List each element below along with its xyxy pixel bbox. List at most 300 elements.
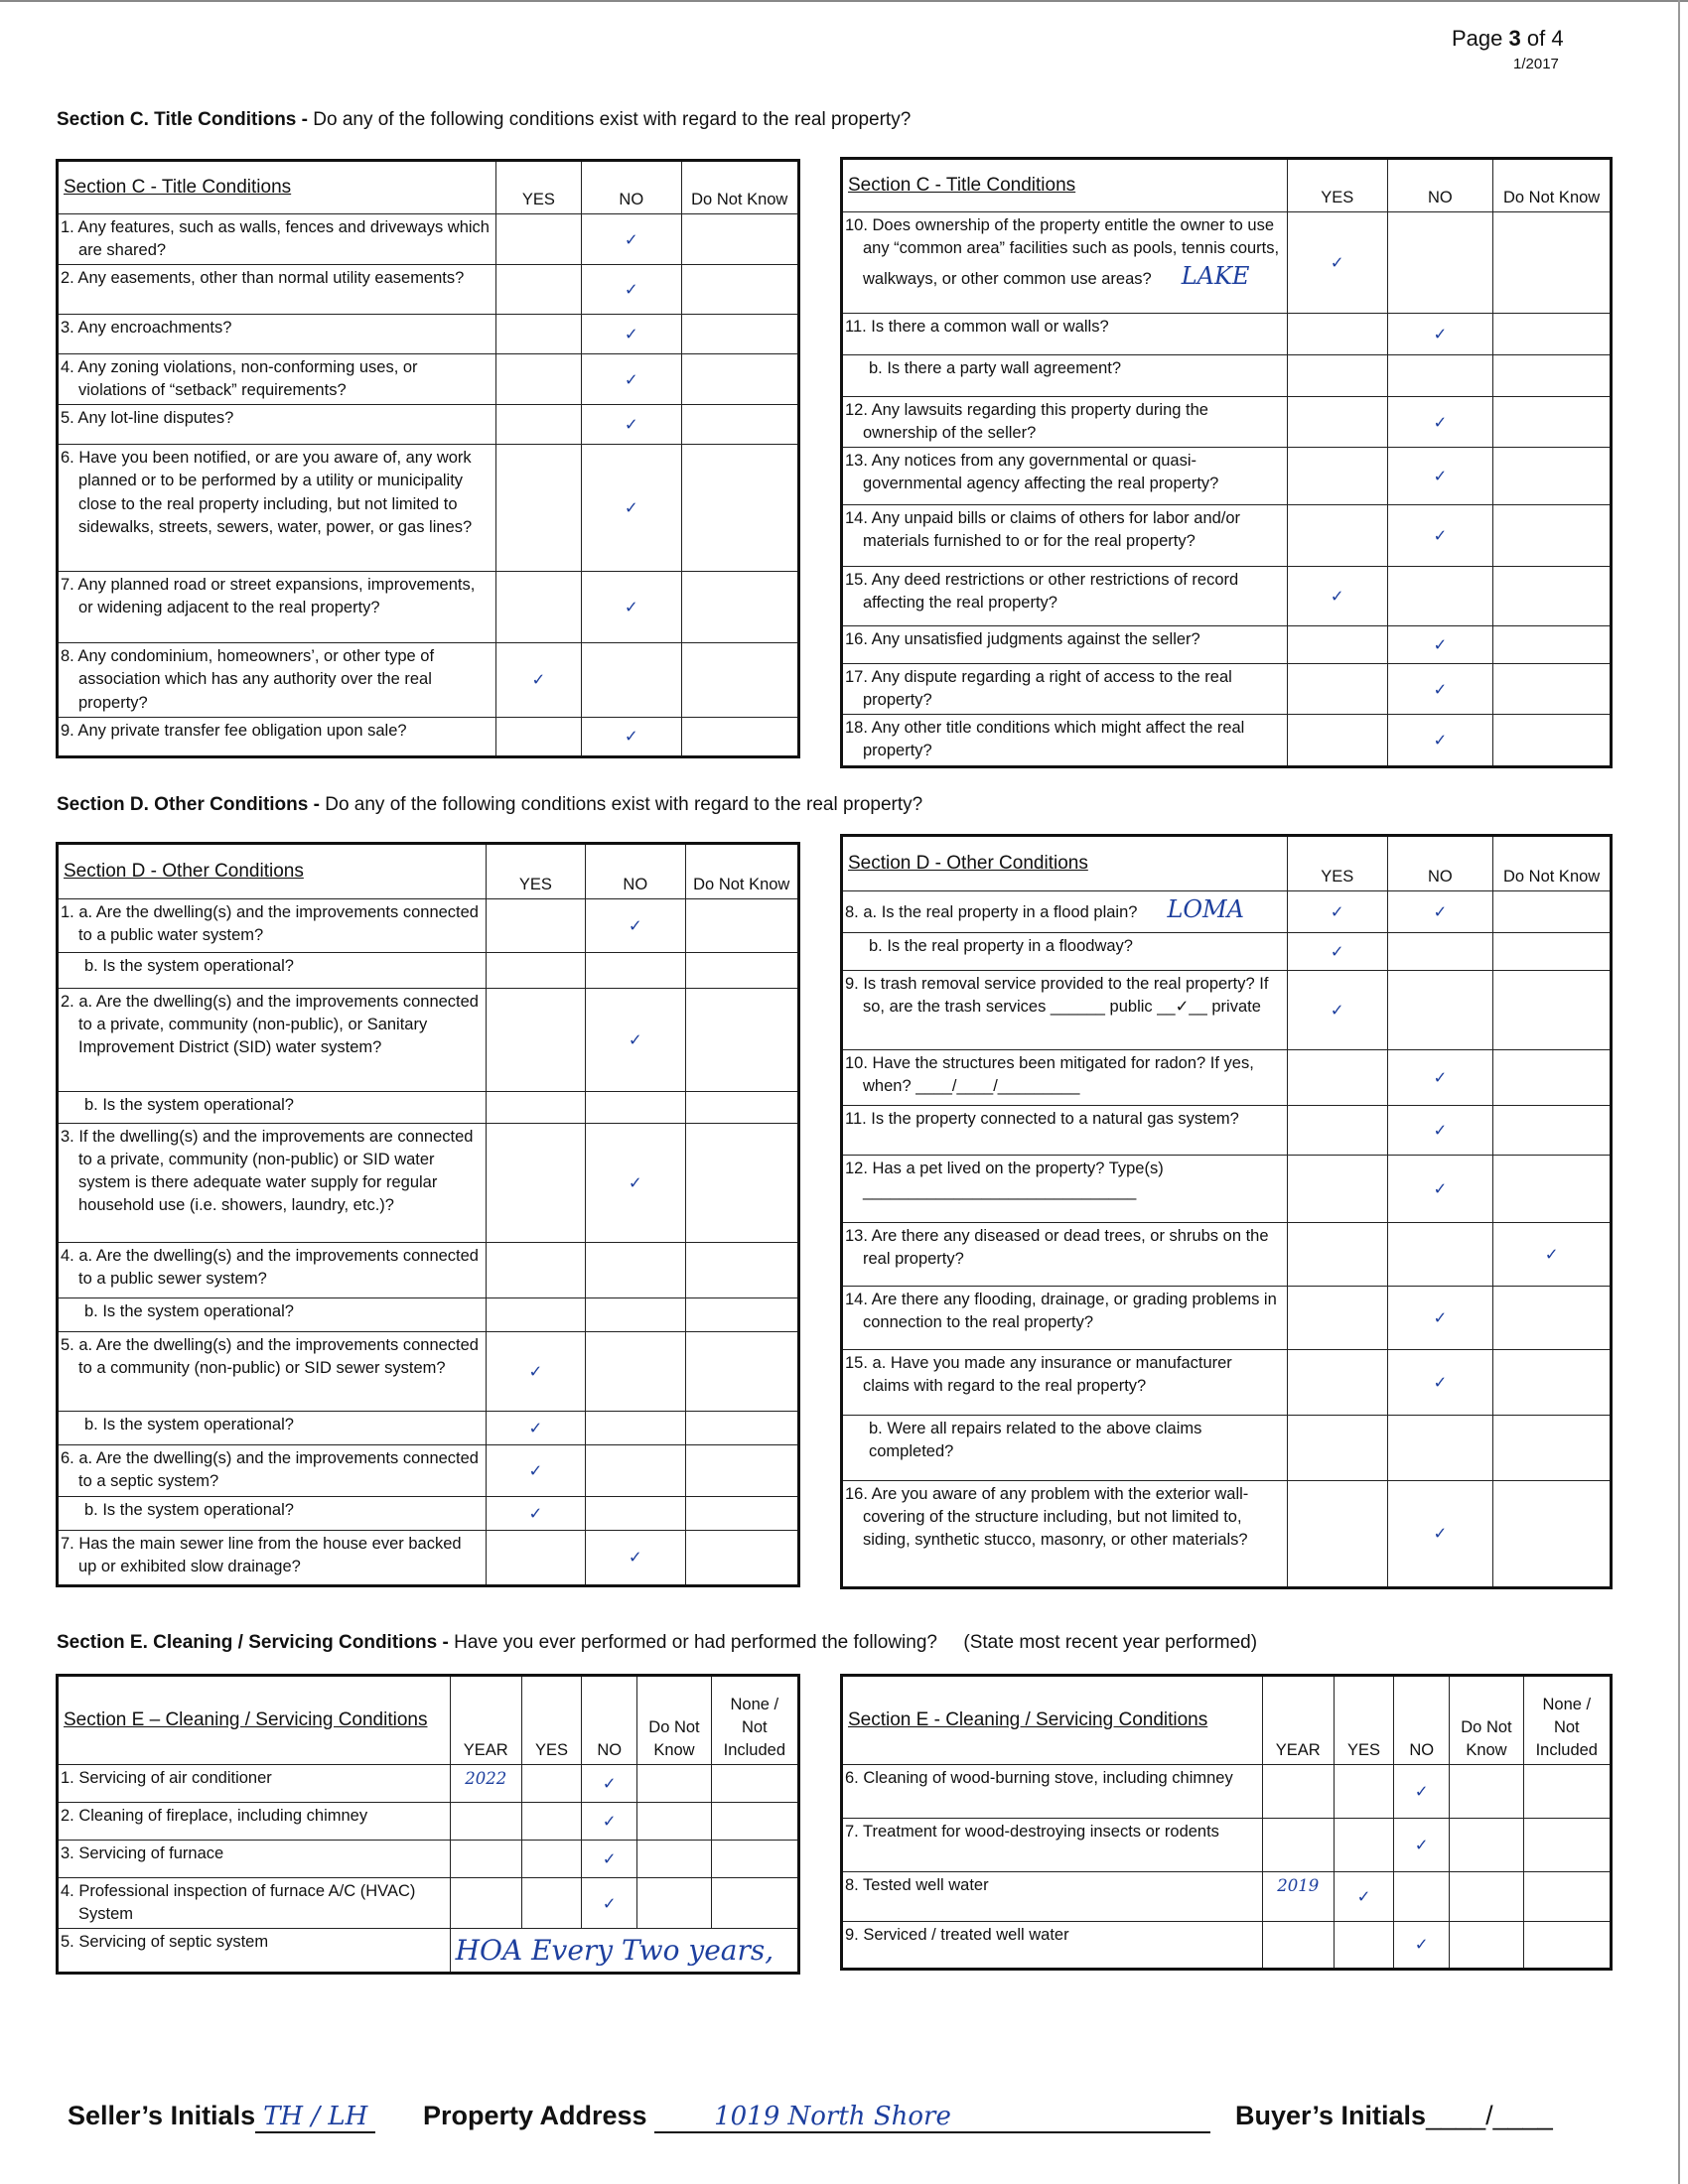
check-cell-yes[interactable] [486, 899, 585, 953]
check-cell-no[interactable]: ✓ [586, 1124, 685, 1243]
question-text [58, 214, 496, 265]
check-cell-none[interactable] [1523, 1819, 1611, 1872]
question-text [58, 445, 496, 572]
check-cell-yes[interactable] [1287, 448, 1387, 505]
question-row [58, 953, 799, 989]
check-cell-no[interactable]: ✓ [582, 1878, 637, 1929]
question-label: 10. Have the structures been mitigated for radon? If yes, when? ____/____/_________ [845, 1054, 1254, 1096]
check-cell-yes[interactable]: ✓ [486, 1332, 585, 1412]
check-cell-dnk[interactable] [1493, 567, 1612, 626]
check-cell-no[interactable] [586, 1497, 685, 1531]
year-cell[interactable] [450, 1841, 521, 1878]
check-cell-dnk[interactable] [685, 1531, 799, 1586]
check-cell-no[interactable]: ✓ [1387, 1350, 1493, 1416]
question-label: b. Is the system operational? [84, 1096, 294, 1114]
check-cell-dnk[interactable] [1493, 1416, 1612, 1481]
question-text [58, 405, 496, 445]
check-cell-dnk[interactable] [1493, 1481, 1612, 1588]
col-yes: YES [495, 161, 581, 214]
check-cell-none[interactable] [1523, 1922, 1611, 1970]
question-row [58, 265, 799, 315]
check-cell-no[interactable] [1394, 1872, 1450, 1922]
question-text [842, 448, 1288, 505]
question-row [842, 314, 1612, 355]
check-cell-yes[interactable] [1287, 1223, 1387, 1287]
check-cell-yes[interactable] [521, 1878, 581, 1929]
question-text [842, 1416, 1288, 1481]
check-cell-yes[interactable] [486, 1298, 585, 1332]
check-cell-dnk[interactable] [685, 899, 799, 953]
check-cell-no[interactable]: ✓ [1387, 1287, 1493, 1350]
check-cell-yes[interactable]: ✓ [1334, 1872, 1393, 1922]
year-cell[interactable]: 2022 [450, 1765, 521, 1803]
question-text [842, 891, 1288, 933]
check-cell-dnk[interactable] [1493, 397, 1612, 448]
check-cell-yes[interactable] [1334, 1922, 1393, 1970]
check-cell-dnk[interactable] [685, 1298, 799, 1332]
revision-date: 1/2017 [1513, 56, 1559, 72]
check-cell-dnk[interactable] [681, 315, 799, 354]
check-cell-dnk[interactable] [1493, 314, 1612, 355]
check-cell-yes[interactable] [1287, 1287, 1387, 1350]
check-cell-dnk[interactable] [1493, 1106, 1612, 1156]
check-cell-no[interactable]: ✓ [586, 989, 685, 1092]
check-cell-yes[interactable] [521, 1803, 581, 1841]
question-label: 6. a. Are the dwelling(s) and the improvements connected to a septic system? [61, 1449, 479, 1491]
question-text [842, 397, 1288, 448]
check-cell-dnk[interactable] [685, 1092, 799, 1124]
question-text [842, 1350, 1288, 1416]
check-cell-no[interactable] [1387, 567, 1493, 626]
check-cell-no[interactable] [582, 643, 681, 717]
check-cell-no[interactable]: ✓ [586, 899, 685, 953]
check-cell-no[interactable]: ✓ [1387, 664, 1493, 715]
question-text [58, 1412, 487, 1445]
question-label: 17. Any dispute regarding a right of access to the real property? [845, 668, 1232, 710]
table-title: Section D - Other Conditions [842, 836, 1288, 891]
question-row [58, 214, 799, 265]
check-cell-no[interactable] [586, 1298, 685, 1332]
question-row [58, 643, 799, 717]
check-cell-no[interactable]: ✓ [582, 354, 681, 405]
question-label: 18. Any other title conditions which might affect the real property? [845, 719, 1245, 760]
check-cell-dnk[interactable] [1493, 933, 1612, 971]
check-cell-yes[interactable] [1287, 626, 1387, 664]
check-cell-no[interactable]: ✓ [582, 1765, 637, 1803]
question-label: 11. Is the property connected to a natural gas system? [845, 1110, 1239, 1128]
check-cell-none[interactable] [711, 1841, 798, 1878]
check-cell-yes[interactable] [495, 214, 581, 265]
check-cell-yes[interactable] [1334, 1819, 1393, 1872]
check-cell-dnk[interactable] [1493, 1050, 1612, 1106]
check-cell-no[interactable]: ✓ [1387, 715, 1493, 766]
check-cell-yes[interactable] [486, 989, 585, 1092]
question-row [842, 664, 1612, 715]
check-cell-none[interactable] [1523, 1872, 1611, 1922]
check-cell-no[interactable] [586, 1243, 685, 1298]
check-cell-no[interactable]: ✓ [1387, 1156, 1493, 1223]
question-label: 8. Tested well water [845, 1876, 989, 1894]
check-cell-no[interactable] [1387, 971, 1493, 1050]
check-cell-dnk[interactable] [1493, 664, 1612, 715]
check-cell-yes[interactable] [486, 953, 585, 989]
check-cell-yes[interactable]: ✓ [1287, 971, 1387, 1050]
check-cell-yes[interactable] [495, 354, 581, 405]
question-label: 1. Servicing of air conditioner [61, 1769, 272, 1787]
question-row [58, 572, 799, 643]
check-cell-dnk[interactable] [685, 953, 799, 989]
question-row [842, 448, 1612, 505]
check-cell-no[interactable]: ✓ [1387, 448, 1493, 505]
question-text [58, 1841, 451, 1878]
check-cell-no[interactable]: ✓ [1394, 1765, 1450, 1819]
check-cell-yes[interactable]: ✓ [1287, 933, 1387, 971]
question-row [58, 1841, 799, 1878]
check-cell-dnk[interactable] [1493, 891, 1612, 933]
section-e-left-table [56, 1674, 800, 1975]
question-row [842, 505, 1612, 567]
check-cell-no[interactable] [586, 1092, 685, 1124]
check-cell-yes[interactable] [495, 265, 581, 315]
check-cell-dnk[interactable]: ✓ [1493, 1223, 1612, 1287]
check-cell-dnk[interactable] [681, 265, 799, 315]
check-cell-no[interactable] [586, 953, 685, 989]
question-row [842, 1765, 1612, 1819]
check-cell-dnk[interactable] [685, 989, 799, 1092]
question-row [842, 933, 1612, 971]
check-cell-none[interactable] [711, 1803, 798, 1841]
table-title: Section D - Other Conditions [58, 844, 487, 899]
check-cell-yes[interactable]: ✓ [1287, 891, 1387, 933]
col-no: NO [582, 1676, 637, 1765]
check-cell-dnk[interactable] [685, 1332, 799, 1412]
question-label: 1. a. Are the dwelling(s) and the improvements connected to a public water system? [61, 903, 479, 945]
question-text [58, 1531, 487, 1586]
check-cell-yes[interactable] [495, 405, 581, 445]
buyer-initials: Buyer’s Initials____/____ [1235, 2101, 1553, 2130]
question-label: b. Is the system operational? [84, 1501, 294, 1519]
check-cell-yes[interactable]: ✓ [486, 1412, 585, 1445]
question-label: 16. Are you aware of any problem with the exterior wall-covering of the structure including, but not limited to, siding, synthetic stucco, masonry, or other materials? [845, 1485, 1249, 1550]
question-row [58, 989, 799, 1092]
check-cell-dnk[interactable] [1493, 355, 1612, 397]
table-title: Section C - Title Conditions [58, 161, 496, 214]
question-text [58, 1803, 451, 1841]
question-label: 5. Servicing of septic system [61, 1933, 269, 1952]
property-address: Property Address 1019 North Shore [423, 2101, 1210, 2133]
check-cell-dnk[interactable] [685, 1445, 799, 1497]
question-label: 1. Any features, such as walls, fences and driveways which are shared? [61, 218, 490, 260]
question-text [842, 355, 1288, 397]
check-cell-yes[interactable] [1287, 1156, 1387, 1223]
question-row [58, 1497, 799, 1531]
col-dnk: Do Not Know [1450, 1676, 1523, 1765]
check-cell-yes[interactable] [486, 1243, 585, 1298]
check-cell-yes[interactable] [495, 315, 581, 354]
year-cell[interactable] [1262, 1922, 1334, 1970]
question-label: 2. Any easements, other than normal utility easements? [61, 269, 465, 288]
check-cell-no[interactable] [1387, 933, 1493, 971]
year-cell[interactable]: 2019 [1262, 1872, 1334, 1922]
check-cell-no[interactable]: ✓ [1394, 1819, 1450, 1872]
question-label: 12. Any lawsuits regarding this property during the ownership of the seller? [845, 401, 1208, 443]
question-label: 16. Any unsatisfied judgments against the seller? [845, 630, 1200, 649]
question-row [58, 1332, 799, 1412]
check-cell-yes[interactable] [486, 1092, 585, 1124]
check-cell-dnk[interactable] [681, 717, 799, 756]
check-cell-no[interactable]: ✓ [1387, 397, 1493, 448]
check-cell-dnk[interactable] [1493, 448, 1612, 505]
question-row [58, 405, 799, 445]
check-cell-no[interactable] [1387, 1223, 1493, 1287]
check-cell-no[interactable]: ✓ [1387, 1050, 1493, 1106]
section-c-heading: Section C. Title Conditions - Do any of the following conditions exist with regard to the real property? [57, 109, 912, 130]
question-text [58, 1243, 487, 1298]
question-label: 8. Any condominium, homeowners’, or other type of association which has any authority over the real property? [61, 647, 435, 712]
check-cell-no[interactable]: ✓ [1387, 505, 1493, 567]
check-cell-yes[interactable] [495, 717, 581, 756]
question-label: 6. Have you been notified, or are you aware of, any work planned or to be performed by a utility or municipality close to the real property including, but not limited to sidewalks, streets, sewers, water, power, or gas lines? [61, 449, 473, 536]
check-cell-dnk[interactable] [1493, 715, 1612, 766]
question-label: 7. Has the main sewer line from the house ever backed up or exhibited slow drainage? [61, 1535, 462, 1576]
col-none: None / Not Included [1523, 1676, 1611, 1765]
section-c-right-table [840, 157, 1613, 768]
col-dnk: Do Not Know [685, 844, 799, 899]
handwritten-note: LOMA [1167, 895, 1244, 923]
check-cell-yes[interactable] [1287, 505, 1387, 567]
check-cell-no[interactable]: ✓ [582, 265, 681, 315]
check-cell-no[interactable]: ✓ [582, 445, 681, 572]
check-cell-no[interactable]: ✓ [1387, 1106, 1493, 1156]
check-cell-no[interactable]: ✓ [1387, 626, 1493, 664]
question-row [58, 445, 799, 572]
col-no: NO [1387, 159, 1493, 212]
question-label: b. Were all repairs related to the above claims completed? [869, 1420, 1202, 1461]
question-row [58, 1531, 799, 1586]
check-cell-none[interactable] [711, 1878, 798, 1929]
check-cell-dnk[interactable] [685, 1412, 799, 1445]
check-cell-none[interactable] [1523, 1765, 1611, 1819]
question-label: 8. a. Is the real property in a flood plain? [845, 903, 1138, 921]
check-cell-dnk[interactable] [637, 1841, 711, 1878]
check-cell-no[interactable] [1387, 212, 1493, 314]
question-label: 13. Are there any diseased or dead trees, or shrubs on the real property? [845, 1227, 1269, 1269]
question-row [58, 1412, 799, 1445]
col-yes: YES [1287, 836, 1387, 891]
question-label: 14. Any unpaid bills or claims of others for labor and/or materials furnished to or for the real property? [845, 509, 1241, 551]
col-dnk: Do Not Know [1493, 159, 1612, 212]
question-label: 3. Any encroachments? [61, 319, 232, 338]
check-cell-no[interactable]: ✓ [582, 717, 681, 756]
check-cell-dnk[interactable] [681, 643, 799, 717]
question-row [58, 1929, 799, 1974]
col-yes: YES [521, 1676, 581, 1765]
check-cell-no[interactable]: ✓ [582, 572, 681, 643]
section-c-left-table [56, 159, 800, 758]
question-label: 15. a. Have you made any insurance or manufacturer claims with regard to the real property? [845, 1354, 1232, 1396]
year-cell[interactable] [450, 1803, 521, 1841]
check-cell-dnk[interactable] [685, 1124, 799, 1243]
check-cell-yes[interactable] [495, 572, 581, 643]
check-cell-yes[interactable] [1287, 1481, 1387, 1588]
question-row [842, 1416, 1612, 1481]
question-row [58, 354, 799, 405]
check-cell-dnk[interactable] [1450, 1765, 1523, 1819]
question-label: 14. Are there any flooding, drainage, or grading problems in connection to the real property? [845, 1291, 1277, 1332]
check-cell-yes[interactable] [1287, 1350, 1387, 1416]
check-cell-dnk[interactable] [1493, 212, 1612, 314]
question-label: 2. a. Are the dwelling(s) and the improvements connected to a private, community (non-public), or Sanitary Improvement District (SID) water system? [61, 993, 479, 1057]
question-text [842, 1223, 1288, 1287]
question-label: 15. Any deed restrictions or other restrictions of record affecting the real property? [845, 571, 1239, 613]
question-label: 12. Has a pet lived on the property? Type(s) ______________________________ [845, 1160, 1164, 1201]
check-cell-yes[interactable] [521, 1841, 581, 1878]
question-label: 9. Is trash removal service provided to the real property? If so, are the trash services ______ public __✓__ private [845, 975, 1269, 1017]
seller-initials-value: TH / LH [255, 2102, 375, 2133]
question-text [58, 1092, 487, 1124]
check-cell-dnk[interactable] [681, 354, 799, 405]
check-cell-dnk[interactable] [681, 445, 799, 572]
check-cell-yes[interactable] [1287, 1106, 1387, 1156]
check-cell-no[interactable] [586, 1445, 685, 1497]
top-border [0, 0, 1688, 2]
question-row [842, 212, 1612, 314]
question-label: b. Is the system operational? [84, 1416, 294, 1433]
col-year: YEAR [450, 1676, 521, 1765]
check-cell-yes[interactable] [1287, 715, 1387, 766]
check-cell-no[interactable]: ✓ [1387, 314, 1493, 355]
question-text [58, 899, 487, 953]
check-cell-dnk[interactable] [1493, 505, 1612, 567]
check-cell-no[interactable]: ✓ [1387, 1481, 1493, 1588]
question-text [58, 1497, 487, 1531]
year-cell[interactable] [1262, 1765, 1334, 1819]
check-cell-no[interactable]: ✓ [582, 214, 681, 265]
question-label: b. Is there a party wall agreement? [869, 359, 1122, 377]
check-cell-no[interactable]: ✓ [1387, 891, 1493, 933]
buyer-initials-value: ____/____ [1426, 2101, 1553, 2130]
table-title: Section E - Cleaning / Servicing Conditions [842, 1676, 1263, 1765]
check-cell-none[interactable] [711, 1765, 798, 1803]
check-cell-yes[interactable] [521, 1765, 581, 1803]
check-cell-no[interactable] [1387, 1416, 1493, 1481]
check-cell-dnk[interactable] [637, 1765, 711, 1803]
question-text [58, 989, 487, 1092]
question-row [58, 1298, 799, 1332]
check-cell-no[interactable]: ✓ [582, 315, 681, 354]
question-row [842, 1922, 1612, 1970]
check-cell-no[interactable]: ✓ [582, 405, 681, 445]
check-cell-yes[interactable]: ✓ [486, 1497, 585, 1531]
question-row [842, 715, 1612, 766]
question-text [842, 1922, 1263, 1970]
check-cell-no[interactable]: ✓ [582, 1803, 637, 1841]
question-label: 13. Any notices from any governmental or quasi-governmental agency affecting the real property? [845, 452, 1219, 493]
question-row [58, 1092, 799, 1124]
check-cell-no[interactable] [586, 1412, 685, 1445]
question-label: 10. Does ownership of the property entitle the owner to use any “common area” facilities such as pools, tennis courts, walkways, or other common use areas? [845, 216, 1280, 289]
check-cell-dnk[interactable] [1493, 1350, 1612, 1416]
check-cell-dnk[interactable] [1493, 626, 1612, 664]
question-text [58, 717, 496, 756]
check-cell-dnk[interactable] [681, 214, 799, 265]
check-cell-yes[interactable] [486, 1531, 585, 1586]
check-cell-yes[interactable]: ✓ [1287, 567, 1387, 626]
check-cell-yes[interactable] [1287, 397, 1387, 448]
check-cell-yes[interactable] [1287, 355, 1387, 397]
table-title: Section E – Cleaning / Servicing Conditions [58, 1676, 451, 1765]
year-cell[interactable] [450, 1878, 521, 1929]
check-cell-dnk[interactable] [1450, 1922, 1523, 1970]
year-cell[interactable] [1262, 1819, 1334, 1872]
check-cell-dnk[interactable] [685, 1497, 799, 1531]
question-text [842, 1765, 1263, 1819]
col-none: None / Not Included [711, 1676, 798, 1765]
check-cell-no[interactable] [586, 1332, 685, 1412]
question-text [842, 933, 1288, 971]
check-cell-dnk[interactable] [1493, 1287, 1612, 1350]
check-cell-yes[interactable] [1287, 664, 1387, 715]
check-cell-no[interactable]: ✓ [586, 1531, 685, 1586]
check-cell-yes[interactable] [1334, 1765, 1393, 1819]
check-cell-yes[interactable] [1287, 1050, 1387, 1106]
question-row [58, 1803, 799, 1841]
question-text [842, 1872, 1263, 1922]
question-row [842, 355, 1612, 397]
check-cell-dnk[interactable] [681, 572, 799, 643]
question-row [842, 1819, 1612, 1872]
check-cell-yes[interactable] [495, 445, 581, 572]
check-cell-dnk[interactable] [637, 1878, 711, 1929]
check-cell-yes[interactable]: ✓ [495, 643, 581, 717]
question-label: 9. Serviced / treated well water [845, 1926, 1069, 1944]
check-cell-dnk[interactable] [1493, 1156, 1612, 1223]
check-cell-dnk[interactable] [1450, 1872, 1523, 1922]
question-label: b. Is the real property in a floodway? [869, 937, 1133, 955]
question-label: 4. Professional inspection of furnace A/C (HVAC) System [61, 1882, 416, 1924]
question-text [842, 212, 1288, 314]
question-row [842, 1872, 1612, 1922]
check-cell-no[interactable] [1387, 355, 1493, 397]
check-cell-yes[interactable]: ✓ [1287, 212, 1387, 314]
question-label: 3. Servicing of furnace [61, 1844, 224, 1862]
question-text [842, 971, 1288, 1050]
check-cell-yes[interactable]: ✓ [486, 1445, 585, 1497]
col-year: YEAR [1262, 1676, 1334, 1765]
question-label: 4. Any zoning violations, non-conforming uses, or violations of “setback” requirements? [61, 358, 418, 400]
question-text [842, 626, 1288, 664]
col-no: NO [1387, 836, 1493, 891]
check-cell-yes[interactable] [486, 1124, 585, 1243]
col-yes: YES [1334, 1676, 1393, 1765]
check-cell-dnk[interactable] [681, 405, 799, 445]
question-text [58, 1298, 487, 1332]
col-dnk: Do Not Know [1493, 836, 1612, 891]
check-cell-dnk[interactable] [685, 1243, 799, 1298]
question-label: b. Is the system operational? [84, 1302, 294, 1320]
check-cell-yes[interactable] [1287, 314, 1387, 355]
question-text [842, 1050, 1288, 1106]
check-cell-yes[interactable] [1287, 1416, 1387, 1481]
question-row [58, 1765, 799, 1803]
check-cell-no[interactable]: ✓ [582, 1841, 637, 1878]
check-cell-dnk[interactable] [1450, 1819, 1523, 1872]
question-text [842, 1156, 1288, 1223]
check-cell-dnk[interactable] [637, 1803, 711, 1841]
question-row [842, 626, 1612, 664]
check-cell-dnk[interactable] [1493, 971, 1612, 1050]
check-cell-no[interactable]: ✓ [1394, 1922, 1450, 1970]
